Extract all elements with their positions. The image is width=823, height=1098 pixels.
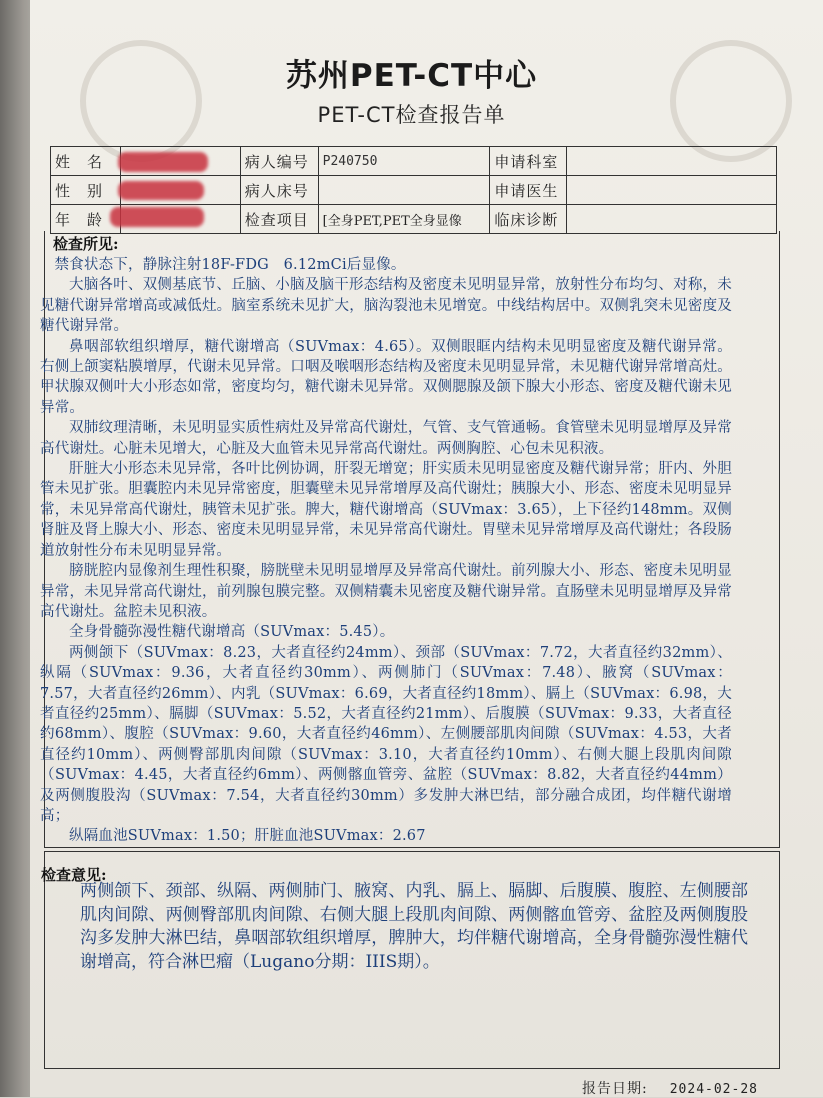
gender-label: 性 别	[51, 176, 121, 205]
findings-paragraph: 大脑各叶、双侧基底节、丘脑、小脑及脑干形态结构及密度未见明显异常，放射性分布均匀、对称，未见糖代谢异常增高或减低灶。脑室系统未见扩大，脑沟裂池未见增宽。中线结构居中。双侧乳突未见密度及糖代谢异常。	[40, 277, 732, 335]
bed-value	[318, 176, 490, 205]
findings-paragraph: 双肺纹理清晰，未见明显实质性病灶及异常高代谢灶，气管、支气管通畅。食管壁未见明显增厚及异常高代谢灶。心脏未见增大，心脏及大血管未见异常高代谢灶。两侧胸腔、心包未见积液。	[40, 420, 732, 457]
findings-heading: 检查所见:	[53, 235, 119, 253]
dept-label: 申请科室	[490, 147, 567, 176]
redaction-mark-age	[110, 207, 204, 227]
age-label: 年 龄	[51, 205, 121, 234]
bed-label: 病人床号	[240, 176, 318, 205]
dept-value	[567, 147, 777, 176]
findings-paragraph: 膀胱腔内显像剂生理性积聚，膀胱壁未见明显增厚及异常高代谢灶。前列腺大小、形态、密度未见明显异常，未见异常高代谢灶，前列腺包膜完整。双侧精囊未见密度及糖代谢异常。直肠壁未见明显增厚及异常高代谢灶。盆腔未见积液。	[40, 563, 732, 620]
patient-id-label: 病人编号	[240, 147, 318, 176]
findings-paragraph: 纵隔血池SUVmax：1.50；肝脏血池SUVmax：2.67	[69, 828, 426, 845]
findings-paragraph: 肝脏大小形态未见异常，各叶比例协调，肝裂无增宽；肝实质未见明显密度及糖代谢异常；肝内、外胆管未见扩张。胆囊腔内未见异常密度，胆囊壁未见异常增厚及高代谢灶；胰腺大小、形态、密度未见明显异常，未见异常高代谢灶，胰管未见扩张。脾大，糖代谢增高（SUVmax：3.65），上下径约148mm。双侧肾脏及肾上腺大小、形态、密度未见明显异常，未见异常高代谢灶。胃壁未见异常增厚及高代谢灶；各段肠道放射性分布未见明显异常。	[40, 461, 732, 559]
diagnosis-value	[567, 205, 777, 234]
patient-id-value: P240750	[318, 147, 490, 176]
report-date-label: 报告日期:	[582, 1081, 648, 1097]
exam-item-value: [全身PET,PET全身显像	[318, 205, 490, 234]
findings-paragraph: 两侧颌下（SUVmax：8.23，大者直径约24mm）、颈部（SUVmax：7.72，大者直径约32mm）、纵隔（SUVmax：9.36，大者直径约30mm）、两侧肺门（SUVmax：7.48）、腋窝（SUVmax：7.57，大者直径约26mm）、内乳（SUVmax：6.69，大者直径约18mm）、膈上（SUVmax：6.98，大者直径约25mm）、膈脚（SUVmax：5.52，大者直径约21mm）、后腹膜（SUVmax：9.33，大者直径约68mm）、腹腔（SUVmax：9.60，大者直径约46mm）、左侧腰部肌肉间隙（SUVmax：4.53，大者直径约10mm）、两侧臀部肌肉间隙（SUVmax：3.10，大者直径约10mm）、右侧大腿上段肌肉间隙（SUVmax：4.45，大者直径约6mm）、两侧髂血管旁、盆腔（SUVmax：8.82，大者直径约44mm）及两侧腹股沟（SUVmax：7.54，大者直径约30mm）多发肿大淋巴结，部分融合成团，均伴糖代谢增高；	[40, 644, 733, 824]
doctor-label: 申请医生	[490, 176, 567, 205]
redaction-mark-gender	[118, 181, 204, 200]
opinion-body: 两侧颌下、颈部、纵隔、两侧肺门、腋窝、内乳、膈上、膈脚、后腹膜、腹腔、左侧腰部肌肉间隙、两侧臀部肌肉间隙、右侧大腿上段肌肉间隙、两侧髂血管旁、盆腔及两侧腹股沟多发肿大淋巴结，鼻咽部软组织增厚，脾肿大，均伴糖代谢增高，全身骨髓弥漫性糖代谢增高，符合淋巴瘤（Lugano分期：IIIS期）。	[80, 881, 748, 972]
report-date-value: 2024-02-28	[669, 1082, 758, 1097]
name-label: 姓 名	[51, 147, 121, 176]
report-date	[582, 1078, 758, 1098]
findings-paragraph: 禁食状态下，静脉注射18F-FDG 6.12mCi后显像。	[54, 257, 406, 273]
findings-body	[40, 255, 732, 847]
diagnosis-label: 临床诊断	[490, 205, 567, 234]
exam-item-label: 检查项目	[240, 205, 318, 234]
doctor-value	[567, 176, 777, 205]
findings-paragraph: 鼻咽部软组织增厚，糖代谢增高（SUVmax：4.65）。双侧眼眶内结构未见明显密度及糖代谢异常。右侧上颌窦粘膜增厚，代谢未见异常。口咽及喉咽形态结构及密度未见明显异常，未见糖代谢异常增高灶。甲状腺双侧叶大小形态如常，密度均匀，糖代谢未见异常。双侧腮腺及颌下腺大小形态、密度及糖代谢未见异常。	[40, 338, 732, 416]
findings-paragraph: 全身骨髓弥漫性糖代谢增高（SUVmax：5.45）。	[69, 624, 395, 641]
report-title: 苏州PET-CT中心	[285, 58, 538, 94]
report-subtitle: PET-CT检查报告单	[317, 103, 506, 127]
redaction-mark-name	[118, 152, 208, 172]
opinion-heading: 检查意见:	[41, 866, 107, 884]
